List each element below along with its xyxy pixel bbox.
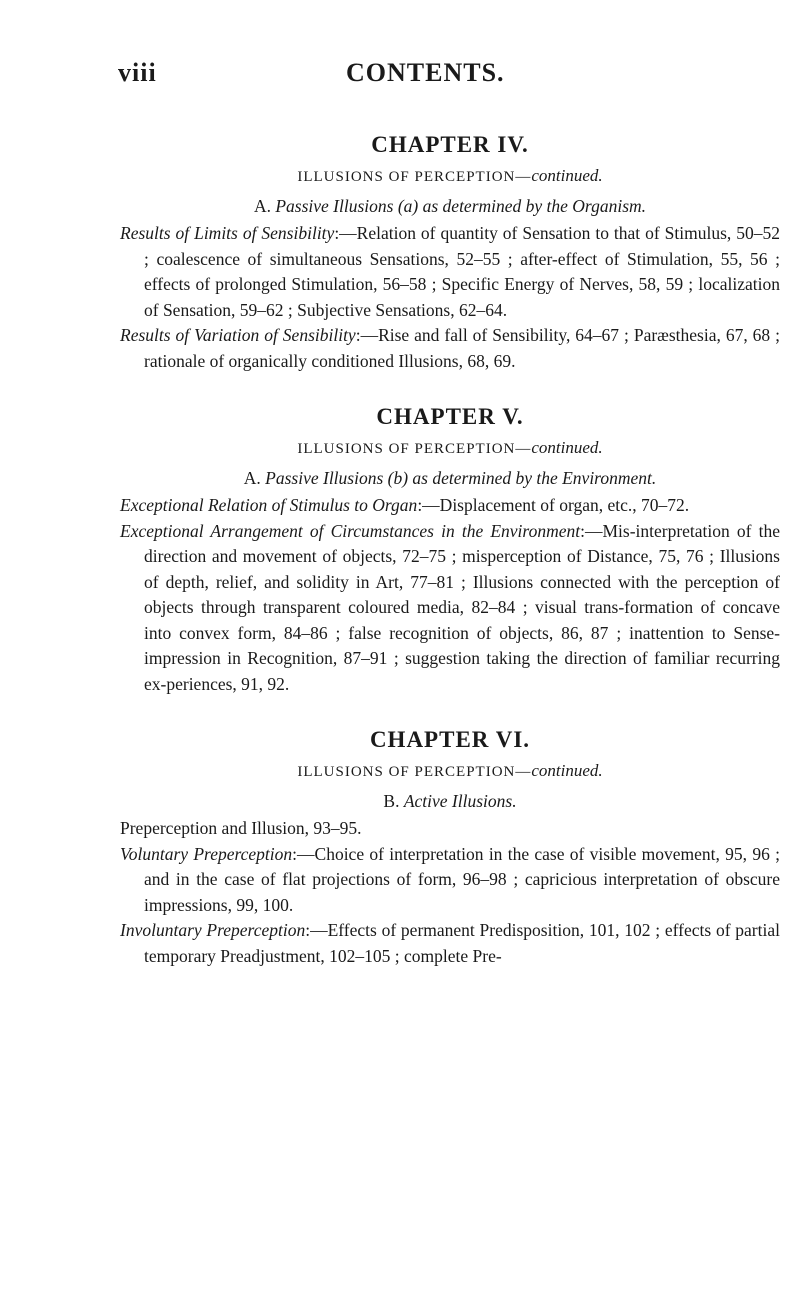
chapter-subtitle-continued: continued. — [531, 438, 603, 457]
section-letter: A. — [243, 468, 261, 488]
entry-heading: Results of Variation of Sensibility — [120, 325, 356, 345]
chapter-iv — [120, 132, 780, 374]
section-heading — [120, 791, 780, 812]
entry-body: :—Effects of permanent Predisposition, 101, 102 ; effects of partial temporary Preadjustment, 102–105 ; complete Pre- — [144, 920, 780, 966]
running-title: CONTENTS. — [346, 58, 505, 87]
section-title: Passive Illusions (a) as determined by the Organism. — [275, 196, 647, 216]
entry-body: :—Displacement of organ, etc., 70–72. — [417, 495, 690, 515]
chapter-subtitle-main: ILLUSIONS OF PERCEPTION— — [297, 169, 532, 185]
section-heading — [120, 468, 780, 489]
entry-body: :—Rise and fall of Sensibility, 64–67 ; Paræsthesia, 67, 68 ; rationale of organically conditioned Illusions, 68, 69. — [144, 325, 780, 371]
entry-body: Preperception and Illusion, 93–95. — [120, 818, 362, 838]
entry-body: :—Choice of interpretation in the case of visible movement, 95, 96 ; and in the case of flat projections of form, 96–98 ; capricious interpretation of obscure impressions, 99, 100. — [144, 843, 780, 915]
chapter-subtitle — [120, 761, 780, 781]
section-title: Passive Illusions (b) as determined by the Environment. — [265, 468, 657, 488]
contents-entry — [120, 221, 780, 323]
entry-body: :—Relation of quantity of Sensation to that of Stimulus, 50–52 ; coalescence of simultaneous Sensations, 52–55 ; after-effect of Stimulation, 55, 56 ; effects of prolonged Stimulation, 56–58 ; Specific Energy of Nerves, 58, 59 ; localization of Sensation, 59–62 ; Subjective Sensations, 62–64. — [144, 223, 781, 320]
entry-heading: Involuntary Preperception — [120, 920, 306, 940]
contents-entry — [120, 918, 780, 969]
entry-heading: Results of Limits of Sensibility — [120, 223, 335, 243]
contents-entry — [120, 493, 780, 519]
entry-heading: Exceptional Arrangement of Circumstances in the Environment — [120, 520, 581, 541]
contents-entry — [120, 816, 780, 842]
section-title: Active Illusions. — [403, 791, 517, 811]
entry-heading: Voluntary Preperception — [120, 843, 293, 864]
chapter-heading: CHAPTER IV. — [371, 132, 529, 157]
entry-heading: Exceptional Relation of Stimulus to Organ — [120, 495, 418, 515]
chapter-subtitle — [120, 438, 780, 458]
chapter-heading: CHAPTER VI. — [369, 727, 531, 752]
chapter-subtitle — [120, 166, 780, 186]
contents-entry — [120, 519, 780, 698]
chapter-v — [120, 404, 780, 697]
entry-body: :—Mis-interpretation of the direction and movement of objects, 72–75 ; misperception of Distance, 75, 76 ; Illusions of depth, relief, and solidity in Art, 77–81 ; Illusions connected with the perception of objects through transparent coloured media, 82–84 ; visual trans-formation of concave into convex form, 84–86 ; false recognition of objects, 86, 87 ; inattention to Sense-impression in Recognition, 87–91 ; suggestion taking the direction of familiar recurring ex-periences, 91, 92. — [144, 520, 780, 694]
contents-body — [120, 132, 780, 969]
chapter-subtitle-main: ILLUSIONS OF PERCEPTION— — [297, 441, 532, 457]
chapter-heading: CHAPTER V. — [376, 404, 524, 429]
contents-entry — [120, 842, 780, 919]
page-number: viii — [118, 58, 157, 87]
chapter-subtitle-main: ILLUSIONS OF PERCEPTION— — [297, 764, 532, 780]
chapter-subtitle-continued: continued. — [531, 761, 603, 780]
section-heading — [120, 196, 780, 217]
section-letter: A. — [253, 196, 271, 216]
contents-entry — [120, 323, 780, 374]
section-letter: B. — [383, 791, 400, 811]
running-head — [118, 58, 778, 92]
chapter-vi — [120, 727, 780, 969]
chapter-subtitle-continued: continued. — [531, 166, 603, 185]
